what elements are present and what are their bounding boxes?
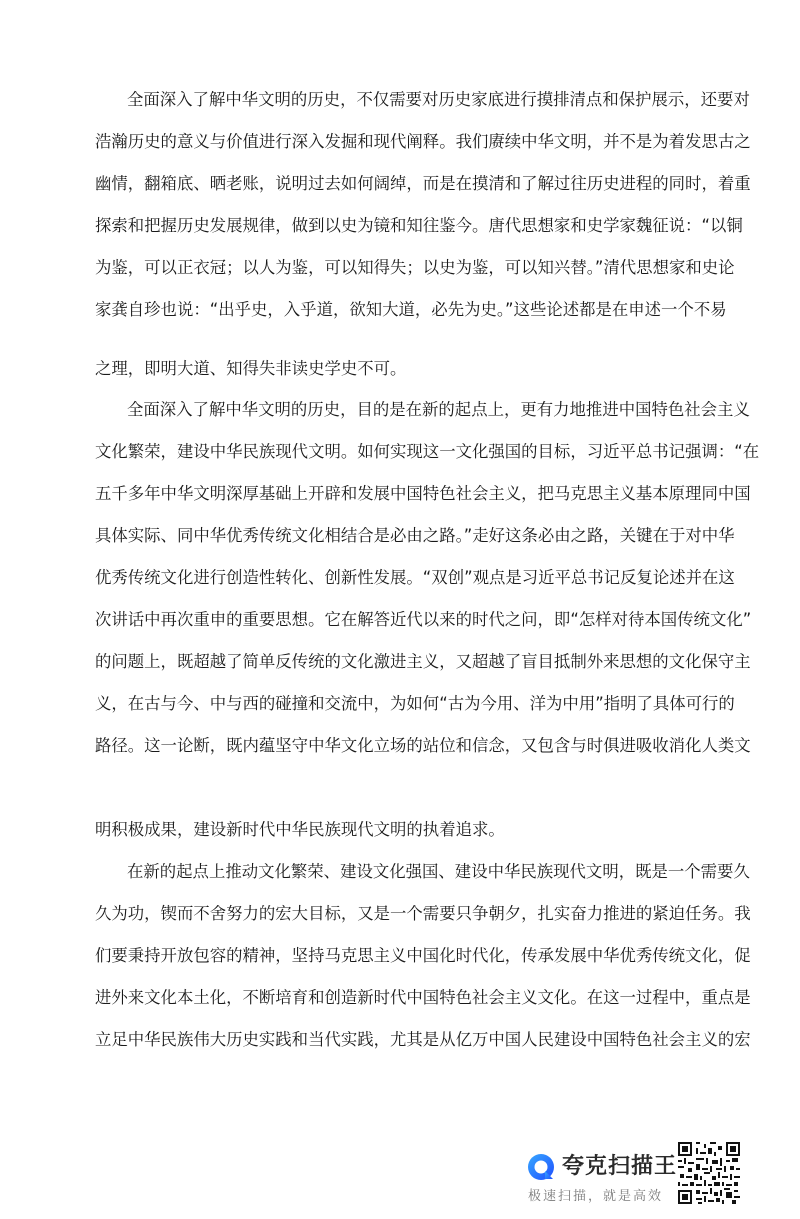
text-line: 全面深入了解中华文明的历史，不仅需要对历史家底进行摸排清点和保护展示，还要对 <box>127 90 750 109</box>
text-line: 家龚自珍也说：“出乎史，入乎道，欲知大道，必先为史。”这些论述都是在申述一个不易 <box>95 300 727 319</box>
text-line: 幽情，翻箱底、晒老账，说明过去如何阔绰，而是在摸清和了解过往历史进程的同时，着重 <box>95 174 751 193</box>
text-line: 次讲话中再次重申的重要思想。它在解答近代以来的时代之问，即“怎样对待本国传统文化” <box>95 610 752 629</box>
text-line: 路径。这一论断，既内蕴坚守中华文化立场的站位和信念，又包含与时俱进吸收消化人类文 <box>95 736 751 755</box>
brand-slogan: 极速扫描，就是高效 <box>528 1189 664 1204</box>
text-line: 为鉴，可以正衣冠；以人为鉴，可以知得失；以史为鉴，可以知兴替。”清代思想家和史论 <box>95 258 735 277</box>
text-line: 文化繁荣，建设中华民族现代文明。如何实现这一文化强国的目标，习近平总书记强调：“在 <box>95 442 760 461</box>
text-line: 久为功，锲而不舍努力的宏大目标，又是一个需要只争朝夕，扎实奋力推进的紧迫任务。我 <box>95 904 751 923</box>
text-line: 全面深入了解中华文明的历史，目的是在新的起点上，更有力地推进中国特色社会主义 <box>127 400 750 419</box>
text-line: 们要秉持开放包容的精神，坚持马克思主义中国化时代化，传承发展中华优秀传统文化，促 <box>95 946 751 965</box>
text-line: 的问题上，既超越了简单反传统的文化激进主义，又超越了盲目抵制外来思想的文化保守主 <box>95 652 751 671</box>
quark-logo-icon <box>526 1152 556 1182</box>
text-line: 立足中华民族伟大历史实践和当代实践，尤其是从亿万中国人民建设中国特色社会主义的宏 <box>95 1030 751 1049</box>
text-line: 进外来文化本土化，不断培育和创造新时代中国特色社会主义文化。在这一过程中，重点是 <box>95 988 751 1007</box>
brand-name: 夸克扫描王 <box>562 1154 678 1179</box>
text-line: 探索和把握历史发展规律，做到以史为镜和知往鉴今。唐代思想家和史学家魏征说：“以铜 <box>95 216 743 235</box>
text-line: 浩瀚历史的意义与价值进行深入发掘和现代阐释。我们赓续中华文明，并不是为着发思古之 <box>95 132 751 151</box>
text-line: 优秀传统文化进行创造性转化、创新性发展。“双创”观点是习近平总书记反复论述并在这 <box>95 568 735 587</box>
text-line: 之理，即明大道、知得失非读史学史不可。 <box>95 359 407 378</box>
scanner-watermark <box>526 1148 676 1208</box>
text-line: 在新的起点上推动文化繁荣、建设文化强国、建设中华民族现代文明，既是一个需要久 <box>127 862 750 881</box>
text-line: 明积极成果，建设新时代中华民族现代文明的执着追求。 <box>95 820 505 839</box>
text-line: 义，在古与今、中与西的碰撞和交流中，为如何“古为今用、洋为中用”指明了具体可行的 <box>95 694 735 713</box>
text-line: 具体实际、同中华优秀传统文化相结合是必由之路。”走好这条必由之路，关键在于对中华 <box>95 526 735 545</box>
text-line: 五千多年中华文明深厚基础上开辟和发展中国特色社会主义，把马克思主义基本原理同中国 <box>95 484 751 503</box>
qr-code-icon <box>678 1142 740 1204</box>
